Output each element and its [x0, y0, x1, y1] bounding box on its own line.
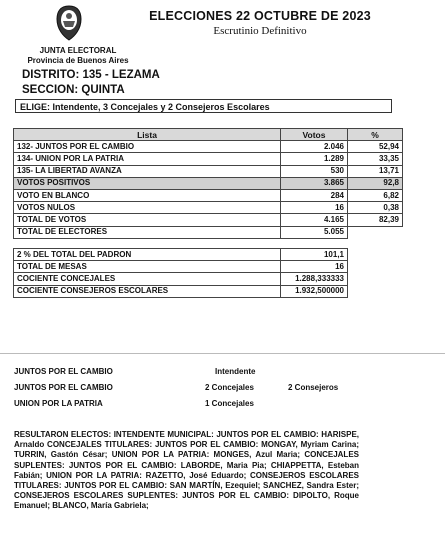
summary-seat-a: 1 Concejales — [205, 399, 254, 408]
row-label: VOTO EN BLANCO — [14, 189, 281, 201]
table-row — [14, 249, 348, 261]
row-pct: 52,94 — [348, 141, 403, 153]
row-label: TOTAL DE ELECTORES — [14, 226, 281, 238]
seccion-label: SECCION: QUINTA — [22, 84, 125, 96]
row-pct: 6,82 — [348, 189, 403, 201]
table-row — [14, 285, 348, 297]
table-row — [14, 226, 403, 238]
org-name: JUNTA ELECTORAL — [39, 46, 117, 55]
summary-seat-b: 2 Consejeros — [288, 383, 339, 392]
row-pct — [348, 226, 403, 238]
table-row — [14, 202, 403, 214]
header-lista: Lista — [14, 129, 281, 141]
summary-seat-a: 2 Concejales — [205, 383, 254, 392]
row-votos: 2.046 — [281, 141, 348, 153]
row-pct: 82,39 — [348, 214, 403, 226]
row-votos: 4.165 — [281, 214, 348, 226]
row-pct: 92,8 — [348, 177, 403, 189]
row-label: VOTOS POSITIVOS — [14, 177, 281, 189]
row-label: TOTAL DE MESAS — [14, 261, 281, 273]
elected-paragraph: RESULTARON ELECTOS: INTENDENTE MUNICIPAL: JUNTOS POR EL CAMBIO: HARISPE, Arnaldo CONCEJALES TITULARES: JUNTOS POR EL CAMBIO: MONGAY, Myriam Carina; TURRIN, Gastón César; UNION POR LA PATRIA: MONGES, Azul Maria; CONCEJALES SUPLENTES: JUNTOS POR EL CAMBIO: LABORDE, Maria Pia; CHIAPPETTA, Esteban Fabián; UNION POR LA PATRIA: RAZETTO, José Eduardo; CONSEJEROS ESCOLARES TITULARES: JUNTOS POR EL CAMBIO: SAN MARTÍN, Ezequiel; SANCHEZ, Sandra Ester; CONSEJEROS ESCOLARES SUPLENTES: JUNTOS POR EL CAMBIO: DIPOLTO, Roque Emanuel; BLANCO, María Gabriela; — [14, 430, 359, 511]
row-votos: 3.865 — [281, 177, 348, 189]
table-row — [14, 273, 348, 285]
row-value: 101,1 — [281, 249, 348, 261]
page-title: ELECCIONES 22 OCTUBRE DE 2023 — [149, 9, 371, 23]
row-value: 1.288,333333 — [281, 273, 348, 285]
row-pct: 33,35 — [348, 153, 403, 165]
summary-party: UNION POR LA PATRIA — [14, 399, 103, 408]
row-value: 1.932,500000 — [281, 285, 348, 297]
summary-party: JUNTOS POR EL CAMBIO — [14, 367, 113, 376]
elige-box: ELIGE: Intendente, 3 Concejales y 2 Consejeros Escolares — [15, 99, 392, 113]
table-row — [14, 141, 403, 153]
row-label: 132- JUNTOS POR EL CAMBIO — [14, 141, 281, 153]
extra-stats-table — [13, 248, 348, 298]
row-label: 135- LA LIBERTAD AVANZA — [14, 165, 281, 177]
row-votos: 530 — [281, 165, 348, 177]
header-votos: Votos — [281, 129, 348, 141]
row-label: 134- UNION POR LA PATRIA — [14, 153, 281, 165]
section-divider — [0, 353, 445, 354]
table-row — [14, 177, 403, 189]
row-votos: 1.289 — [281, 153, 348, 165]
org-province: Provincia de Buenos Aires — [27, 56, 129, 65]
row-label: COCIENTE CONSEJEROS ESCOLARES — [14, 285, 281, 297]
row-label: TOTAL DE VOTOS — [14, 214, 281, 226]
row-label: 2 % DEL TOTAL DEL PADRON — [14, 249, 281, 261]
row-pct: 0,38 — [348, 202, 403, 214]
results-table — [13, 128, 403, 239]
table-row — [14, 165, 403, 177]
row-value: 16 — [281, 261, 348, 273]
table-row — [14, 189, 403, 201]
distrito-label: DISTRITO: 135 - LEZAMA — [22, 69, 160, 81]
row-votos: 284 — [281, 189, 348, 201]
row-label: COCIENTE CONCEJALES — [14, 273, 281, 285]
summary-seat-a: Intendente — [215, 367, 256, 376]
row-label: VOTOS NULOS — [14, 202, 281, 214]
provincial-seal-icon — [55, 5, 83, 41]
header-pct: % — [348, 129, 403, 141]
row-pct: 13,71 — [348, 165, 403, 177]
row-votos: 16 — [281, 202, 348, 214]
table-row — [14, 261, 348, 273]
row-votos: 5.055 — [281, 226, 348, 238]
summary-party: JUNTOS POR EL CAMBIO — [14, 383, 113, 392]
table-row — [14, 153, 403, 165]
table-header-row — [14, 129, 403, 141]
page-subtitle: Escrutinio Definitivo — [213, 25, 307, 37]
table-row — [14, 214, 403, 226]
